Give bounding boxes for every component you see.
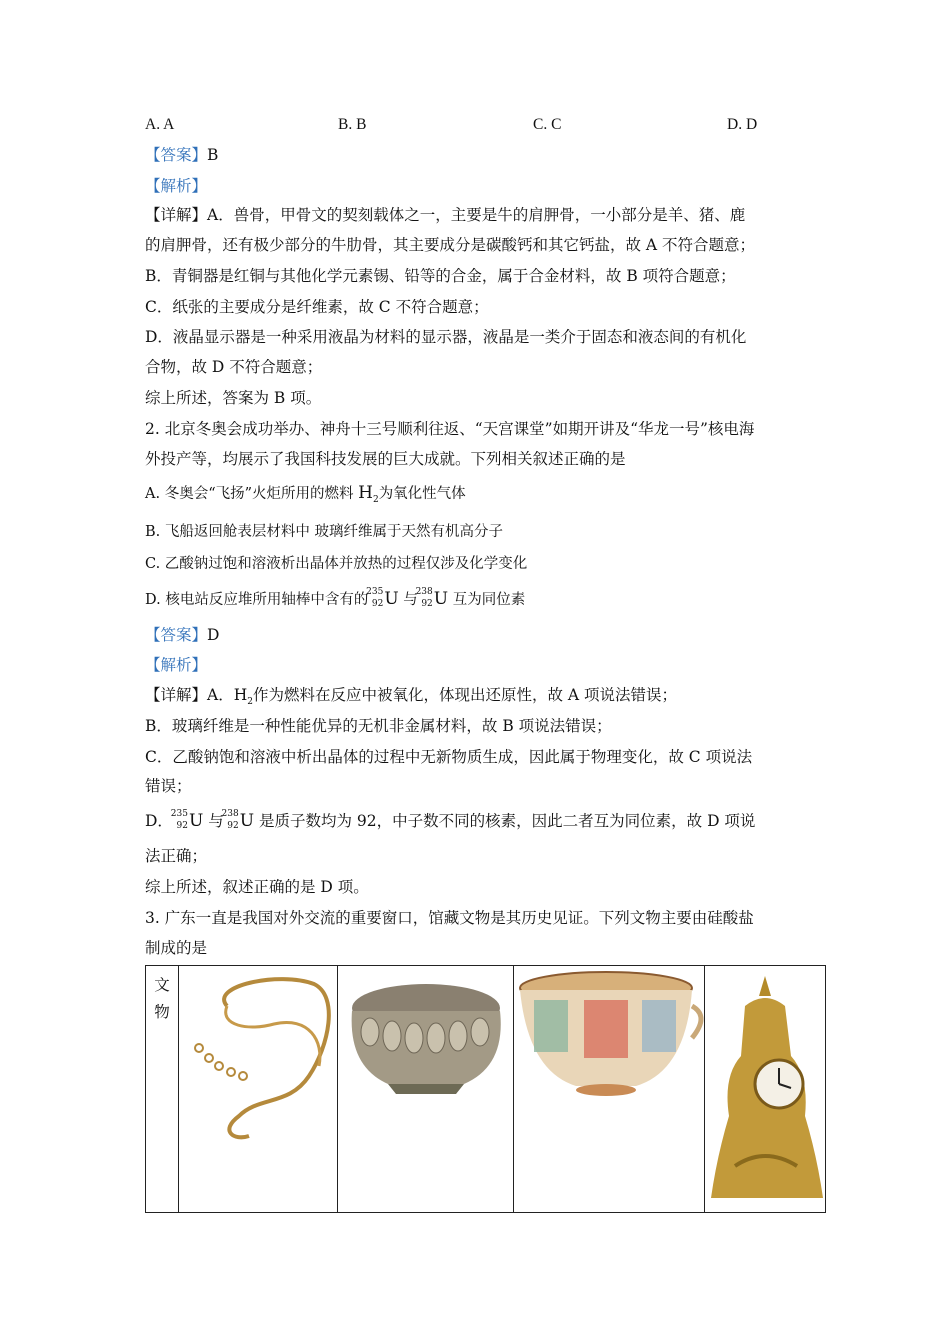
q2-option-b: B. 飞船返回舱表层材料中 玻璃纤维属于天然有机高分子 [145,524,503,540]
mass-number: 235 [366,587,384,597]
atomic-number: 92 [227,821,239,831]
q2-answer: D [207,626,220,644]
q1-option-c: C. C [533,116,562,133]
gold-chain-image [179,966,337,1212]
q1-answer: B [207,146,219,164]
q1-option-a: A. A [145,116,175,133]
answer-tag: 【答案】 [145,626,208,644]
q3-stem-2: 制成的是 [145,939,208,957]
artifact-table [145,965,826,1213]
header-char: 物 [154,1003,170,1021]
silver-box-image [338,966,513,1212]
q1-detail-line-5: D．液晶显示器是一种采用液晶为材料的显示器，液晶是一类介于固态和液态间的有机化 [145,328,747,346]
detail-tag: 【详解】 [145,686,208,704]
q2-detail-d-text: D． [145,812,173,830]
q2-detail-a-tail: 作为燃料在反应中被氧化，体现出还原性，故 A 项说法错误； [252,686,678,704]
q2-detail-a-text: A．H [207,686,248,704]
table-header [146,966,178,1026]
isotope-238-label [221,809,240,832]
q2-option-d [145,589,525,610]
uranium-symbol: U [239,811,255,831]
mass-number: 238 [221,809,239,819]
q2-detail-c-1: C．乙酸钠饱和溶液中析出晶体的过程中无新物质生成，因此属于物理变化，故 C 项说法 [145,748,753,766]
mass-number: 235 [170,809,188,819]
q1-option-d: D. D [727,116,758,133]
atomic-number: 92 [371,599,384,609]
q2-option-a-tail: 为氧化性气体 [378,486,466,502]
q2-option-d-text: D. 核电站反应堆所用轴棒中含有的 [145,592,369,608]
q2-summary: 综上所述，叙述正确的是 D 项。 [145,878,369,896]
q2-analysis-tag: 【解析】 [145,656,208,674]
q1-detail-line-4: C．纸张的主要成分是纤维素，故 C 不符合题意； [145,298,489,316]
q1-detail-line-1 [145,205,745,225]
atomic-number: 92 [176,821,188,831]
q2-option-d-tail: 互为同位素 [452,592,526,608]
q1-detail-line-3: B．青铜器是红铜与其他化学元素锡、铅等的合金，属于合金材料，故 B 项符合题意； [145,267,736,285]
artifact-porcelain-cup [514,966,705,1212]
detail-tag: 【详解】 [145,206,208,224]
mass-number: 238 [415,587,433,597]
gilded-clock-image [705,966,826,1212]
answer-tag: 【答案】 [145,146,208,164]
h2-subscript: 2 [247,697,253,708]
q2-option-a [145,483,466,510]
q1-detail-line-2: 的肩胛骨，还有极少部分的牛肋骨，其主要成分是碳酸钙和其它钙盐，故 A 不符合题意； [145,236,756,254]
isotope-238-label [415,587,434,610]
q2-stem-2: 外投产等，均展示了我国科技发展的巨大成就。下列相关叙述正确的是 [145,450,626,468]
uranium-symbol: U [384,589,399,609]
q1-summary: 综上所述，答案为 B 项。 [145,389,322,407]
conjunction: 与 [208,812,224,830]
isotope-235-label [170,809,189,832]
artifact-gilded-clock [705,966,826,1212]
artifact-silver-box [338,966,514,1212]
h2-subscript: 2 [372,494,379,505]
h2-formula: H [358,483,373,503]
atomic-number: 92 [421,599,433,609]
q1-answer-line [145,145,218,165]
q3-stem-1: 3. 广东一直是我国对外交流的重要窗口，馆藏文物是其历史见证。下列文物主要由硅酸盐 [145,909,754,927]
q2-stem-1: 2. 北京冬奥会成功举办、神舟十三号顺利往返、“天宫课堂”如期开讲及“华龙一号”核电海 [145,420,755,438]
q2-detail-a [145,685,677,712]
artifact-gold-chain [179,966,338,1212]
uranium-symbol: U [433,589,449,609]
conjunction: 与 [403,592,418,608]
table-header-cell [146,966,179,1212]
uranium-symbol: U [188,811,204,831]
q2-option-a-text: A. 冬奥会“飞扬”火炬所用的燃料 [145,486,354,502]
q2-detail-d-2: 法正确； [145,847,208,865]
porcelain-cup-image [514,966,704,1212]
q2-detail-c-2: 错误； [145,777,192,795]
q1-analysis-tag: 【解析】 [145,177,208,195]
q2-detail-d-1 [145,811,755,832]
q1-option-b: B. B [338,116,367,133]
header-char: 文 [154,976,170,994]
q2-detail-b: B．玻璃纤维是一种性能优异的无机非金属材料，故 B 项说法错误； [145,717,612,735]
q2-detail-d-tail: 是质子数均为 92，中子数不同的核素，因此二者互为同位素，故 D 项说 [258,812,756,830]
q1-detail-text: A．兽骨，甲骨文的契刻载体之一，主要是牛的肩胛骨，一小部分是羊、猪、鹿 [207,206,746,224]
q2-answer-line [145,625,219,645]
q2-option-c: C. 乙酸钠过饱和溶液析出晶体并放热的过程仅涉及化学变化 [145,556,528,572]
isotope-235-label [366,587,384,610]
q1-detail-line-6: 合物，故 D 不符合题意； [145,358,323,376]
